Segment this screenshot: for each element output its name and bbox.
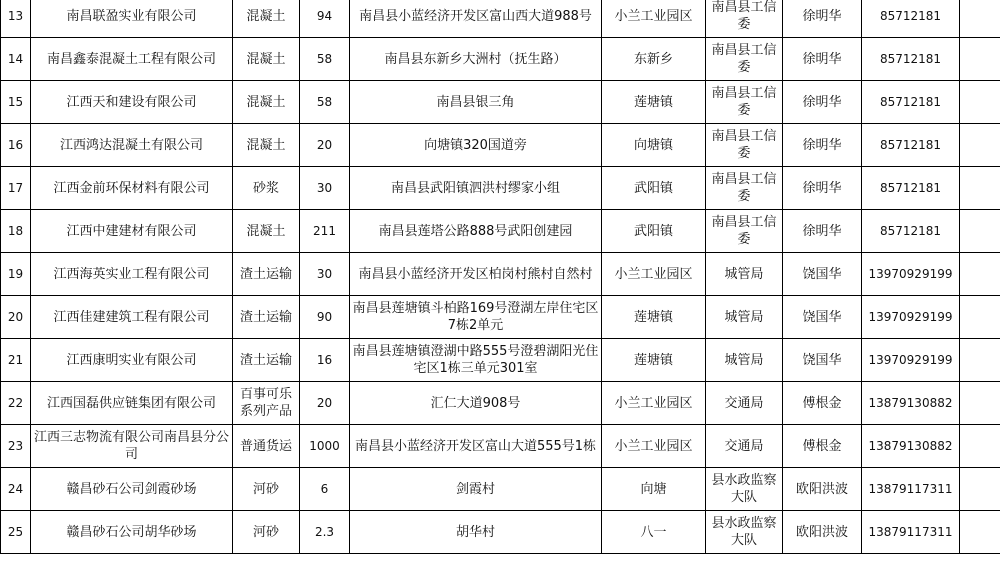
business-type-cell: 河砂 xyxy=(233,511,300,554)
capacity-value-cell: 20 xyxy=(300,124,350,167)
table-row xyxy=(1,124,1000,167)
town-cell: 八一 xyxy=(602,511,706,554)
business-type-cell: 百事可乐系列产品 xyxy=(233,382,300,425)
phone-number-cell: 13970929199 xyxy=(862,253,960,296)
empty-cell xyxy=(960,296,1000,339)
phone-number-cell: 13879117311 xyxy=(862,468,960,511)
empty-cell xyxy=(960,382,1000,425)
phone-number-cell: 85712181 xyxy=(862,124,960,167)
authority-cell: 城管局 xyxy=(706,339,783,382)
company-name-cell: 赣昌砂石公司剑霞砂场 xyxy=(31,468,233,511)
table-row xyxy=(1,253,1000,296)
row-number-cell: 13 xyxy=(1,0,31,38)
address-cell: 胡华村 xyxy=(350,511,602,554)
contact-person-cell: 徐明华 xyxy=(783,210,862,253)
table-body xyxy=(1,0,1000,554)
row-number-cell: 21 xyxy=(1,339,31,382)
town-cell: 小兰工业园区 xyxy=(602,0,706,38)
phone-number-cell: 85712181 xyxy=(862,81,960,124)
address-cell: 南昌县莲塘镇澄湖中路555号澄碧湖阳光住宅区1栋三单元301室 xyxy=(350,339,602,382)
table-row xyxy=(1,210,1000,253)
company-name-cell: 江西海英实业工程有限公司 xyxy=(31,253,233,296)
business-type-cell: 混凝土 xyxy=(233,210,300,253)
empty-cell xyxy=(960,124,1000,167)
address-cell: 南昌县小蓝经济开发区柏岗村熊村自然村 xyxy=(350,253,602,296)
empty-cell xyxy=(960,210,1000,253)
town-cell: 莲塘镇 xyxy=(602,296,706,339)
company-name-cell: 南昌联盈实业有限公司 xyxy=(31,0,233,38)
row-number-cell: 20 xyxy=(1,296,31,339)
business-type-cell: 河砂 xyxy=(233,468,300,511)
company-name-cell: 江西中建建材有限公司 xyxy=(31,210,233,253)
empty-cell xyxy=(960,167,1000,210)
company-name-cell: 江西佳建建筑工程有限公司 xyxy=(31,296,233,339)
business-type-cell: 渣土运输 xyxy=(233,253,300,296)
row-number-cell: 25 xyxy=(1,511,31,554)
address-cell: 向塘镇320国道旁 xyxy=(350,124,602,167)
town-cell: 小兰工业园区 xyxy=(602,253,706,296)
capacity-value-cell: 58 xyxy=(300,81,350,124)
address-cell: 南昌县东新乡大洲村（抚生路） xyxy=(350,38,602,81)
authority-cell: 县水政监察大队 xyxy=(706,511,783,554)
business-type-cell: 混凝土 xyxy=(233,0,300,38)
capacity-value-cell: 20 xyxy=(300,382,350,425)
row-number-cell: 22 xyxy=(1,382,31,425)
contact-person-cell: 徐明华 xyxy=(783,81,862,124)
table-row xyxy=(1,81,1000,124)
company-name-cell: 江西康明实业有限公司 xyxy=(31,339,233,382)
phone-number-cell: 85712181 xyxy=(862,0,960,38)
address-cell: 汇仁大道908号 xyxy=(350,382,602,425)
row-number-cell: 15 xyxy=(1,81,31,124)
row-number-cell: 17 xyxy=(1,167,31,210)
contact-person-cell: 饶国华 xyxy=(783,253,862,296)
contact-person-cell: 徐明华 xyxy=(783,124,862,167)
capacity-value-cell: 94 xyxy=(300,0,350,38)
capacity-value-cell: 1000 xyxy=(300,425,350,468)
business-type-cell: 混凝土 xyxy=(233,81,300,124)
contact-person-cell: 饶国华 xyxy=(783,339,862,382)
business-type-cell: 普通货运 xyxy=(233,425,300,468)
empty-cell xyxy=(960,468,1000,511)
town-cell: 向塘 xyxy=(602,468,706,511)
address-cell: 南昌县小蓝经济开发区富山大道555号1栋 xyxy=(350,425,602,468)
capacity-value-cell: 6 xyxy=(300,468,350,511)
company-name-cell: 赣昌砂石公司胡华砂场 xyxy=(31,511,233,554)
empty-cell xyxy=(960,339,1000,382)
contact-person-cell: 饶国华 xyxy=(783,296,862,339)
company-name-cell: 江西国磊供应链集团有限公司 xyxy=(31,382,233,425)
address-cell: 南昌县莲塘镇斗柏路169号澄湖左岸住宅区7栋2单元 xyxy=(350,296,602,339)
phone-number-cell: 13879130882 xyxy=(862,382,960,425)
table-row xyxy=(1,296,1000,339)
table-row xyxy=(1,425,1000,468)
contact-person-cell: 傅根金 xyxy=(783,425,862,468)
business-type-cell: 渣土运输 xyxy=(233,339,300,382)
table-row xyxy=(1,38,1000,81)
address-cell: 南昌县小蓝经济开发区富山西大道988号 xyxy=(350,0,602,38)
company-name-cell: 江西三志物流有限公司南昌县分公司 xyxy=(31,425,233,468)
empty-cell xyxy=(960,38,1000,81)
authority-cell: 南昌县工信委 xyxy=(706,124,783,167)
phone-number-cell: 85712181 xyxy=(862,38,960,81)
town-cell: 向塘镇 xyxy=(602,124,706,167)
company-name-cell: 江西天和建设有限公司 xyxy=(31,81,233,124)
phone-number-cell: 13970929199 xyxy=(862,296,960,339)
town-cell: 小兰工业园区 xyxy=(602,382,706,425)
authority-cell: 交通局 xyxy=(706,382,783,425)
capacity-value-cell: 30 xyxy=(300,253,350,296)
authority-cell: 南昌县工信委 xyxy=(706,210,783,253)
empty-cell xyxy=(960,0,1000,38)
contact-person-cell: 傅根金 xyxy=(783,382,862,425)
town-cell: 武阳镇 xyxy=(602,210,706,253)
table-row xyxy=(1,339,1000,382)
row-number-cell: 14 xyxy=(1,38,31,81)
capacity-value-cell: 30 xyxy=(300,167,350,210)
town-cell: 小兰工业园区 xyxy=(602,425,706,468)
address-cell: 剑霞村 xyxy=(350,468,602,511)
row-number-cell: 23 xyxy=(1,425,31,468)
town-cell: 莲塘镇 xyxy=(602,81,706,124)
table-row xyxy=(1,382,1000,425)
row-number-cell: 24 xyxy=(1,468,31,511)
phone-number-cell: 13879117311 xyxy=(862,511,960,554)
business-type-cell: 砂浆 xyxy=(233,167,300,210)
authority-cell: 县水政监察大队 xyxy=(706,468,783,511)
contact-person-cell: 徐明华 xyxy=(783,38,862,81)
town-cell: 东新乡 xyxy=(602,38,706,81)
business-type-cell: 混凝土 xyxy=(233,38,300,81)
authority-cell: 交通局 xyxy=(706,425,783,468)
empty-cell xyxy=(960,511,1000,554)
authority-cell: 城管局 xyxy=(706,253,783,296)
authority-cell: 南昌县工信委 xyxy=(706,81,783,124)
business-type-cell: 混凝土 xyxy=(233,124,300,167)
phone-number-cell: 13879130882 xyxy=(862,425,960,468)
row-number-cell: 18 xyxy=(1,210,31,253)
contact-person-cell: 徐明华 xyxy=(783,167,862,210)
capacity-value-cell: 90 xyxy=(300,296,350,339)
contact-person-cell: 欧阳洪波 xyxy=(783,511,862,554)
phone-number-cell: 85712181 xyxy=(862,167,960,210)
phone-number-cell: 85712181 xyxy=(862,210,960,253)
table-row xyxy=(1,167,1000,210)
row-number-cell: 19 xyxy=(1,253,31,296)
phone-number-cell: 13970929199 xyxy=(862,339,960,382)
capacity-value-cell: 58 xyxy=(300,38,350,81)
authority-cell: 城管局 xyxy=(706,296,783,339)
table-row xyxy=(1,511,1000,554)
capacity-value-cell: 16 xyxy=(300,339,350,382)
authority-cell: 南昌县工信委 xyxy=(706,0,783,38)
company-name-cell: 江西金前环保材料有限公司 xyxy=(31,167,233,210)
address-cell: 南昌县银三角 xyxy=(350,81,602,124)
authority-cell: 南昌县工信委 xyxy=(706,167,783,210)
company-name-cell: 江西鸿达混凝土有限公司 xyxy=(31,124,233,167)
row-number-cell: 16 xyxy=(1,124,31,167)
town-cell: 莲塘镇 xyxy=(602,339,706,382)
table-row xyxy=(1,468,1000,511)
table-row xyxy=(1,0,1000,38)
capacity-value-cell: 211 xyxy=(300,210,350,253)
address-cell: 南昌县莲塔公路888号武阳创建园 xyxy=(350,210,602,253)
address-cell: 南昌县武阳镇泗洪村缪家小组 xyxy=(350,167,602,210)
contact-person-cell: 徐明华 xyxy=(783,0,862,38)
business-type-cell: 渣土运输 xyxy=(233,296,300,339)
empty-cell xyxy=(960,81,1000,124)
capacity-value-cell: 2.3 xyxy=(300,511,350,554)
authority-cell: 南昌县工信委 xyxy=(706,38,783,81)
empty-cell xyxy=(960,253,1000,296)
empty-cell xyxy=(960,425,1000,468)
company-name-cell: 南昌鑫泰混凝土工程有限公司 xyxy=(31,38,233,81)
contact-person-cell: 欧阳洪波 xyxy=(783,468,862,511)
town-cell: 武阳镇 xyxy=(602,167,706,210)
